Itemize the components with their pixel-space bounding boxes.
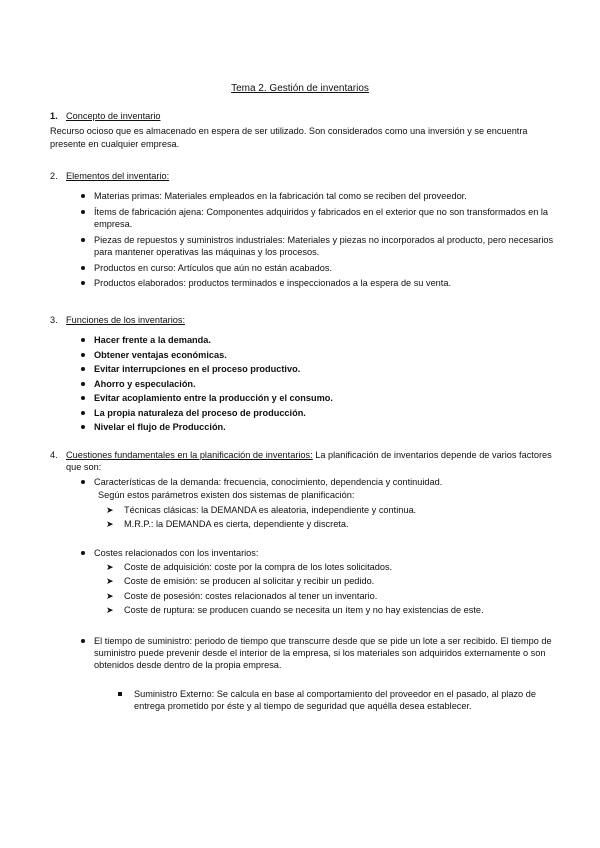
section-number: 1. [50, 111, 58, 121]
list-item: Productos elaborados: productos terminados e inspeccionados a la espera de su venta. [80, 277, 560, 289]
sublist-item-text: Coste de ruptura: se producen cuando se necesita un ítem y no hay existencias de este. [124, 605, 484, 616]
factor-label: Costes relacionados con los inventarios: [94, 547, 259, 558]
sublist-item [106, 604, 560, 616]
section-heading-text [66, 449, 560, 474]
section-elementos [50, 170, 560, 292]
list-item: Ahorro y especulación. [80, 378, 560, 390]
arrow-bullet-icon: ➤ [106, 590, 114, 601]
elementos-list [50, 190, 560, 289]
costes-sublist [94, 561, 560, 617]
sublist-item [106, 518, 560, 530]
factor-note: Según estos parámetros existen dos sistemas de planificación: [98, 490, 355, 501]
factor-label: El tiempo de suministro: periodo de tiempo que transcurre desde que se pide un lote a ser recibido. El tiempo de suministro puede prevenir desde el interior de la empresa, si los materiales son adquiridos externamente o son obtenidos desde dentro de la propia empresa. [94, 635, 552, 671]
section-heading [50, 170, 560, 182]
arrow-bullet-icon: ➤ [106, 576, 114, 587]
list-item: Obtener ventajas económicas. [80, 349, 560, 361]
list-item: Hacer frente a la demanda. [80, 334, 560, 346]
list-item: Productos en curso: Artículos que aún no están acabados. [80, 262, 560, 274]
arrow-bullet-icon: ➤ [106, 605, 114, 616]
section-heading [50, 449, 560, 474]
list-item: Piezas de repuestos y suministros industriales: Materiales y piezas no incorporados al producto, pero necesarios para mantener operativas las máquinas y los procesos. [80, 234, 560, 259]
section-number: 4. [50, 450, 58, 460]
factor-label: Características de la demanda: frecuencia, conocimiento, dependencia y continuidad. [94, 476, 443, 487]
sublist-item-text: Técnicas clásicas: la DEMANDA es aleatoria, independiente y continua. [124, 504, 417, 515]
section-number: 2. [50, 171, 58, 181]
section-paragraph: Recurso ocioso que es almacenado en espera de ser utilizado. Son considerados como una inversión y se encuentra presente en cualquier empresa. [50, 126, 528, 149]
factor-demanda [80, 476, 560, 531]
funciones-list [50, 334, 560, 433]
section-funciones [50, 314, 560, 435]
section-intro: La planificación de inventarios depende de varios factores que son: [66, 450, 552, 473]
section-title: Concepto de inventario [66, 111, 161, 121]
section-number: 3. [50, 315, 58, 325]
sublist-item [106, 575, 560, 587]
suministro-sublist [50, 688, 560, 713]
sublist-item-text: Coste de posesión: costes relacionados al tener un inventario. [124, 590, 378, 601]
list-item: Materias primas: Materiales empleados en la fabricación tal como se reciben del proveedor. [80, 190, 560, 202]
factores-list [50, 476, 560, 672]
arrow-bullet-icon: ➤ [106, 504, 114, 515]
sublist-item: Suministro Externo: Se calcula en base al comportamiento del proveedor en el pasado, al plazo de entrega prometido por éste y al tiempo de seguridad que aquélla desea establecer. [116, 688, 560, 713]
section-title: Elementos del inventario: [66, 171, 170, 181]
demanda-sublist [94, 504, 560, 531]
sublist-item-text: Coste de emisión: se producen al solicitar y recibir un pedido. [124, 576, 375, 587]
sublist-item [106, 504, 560, 516]
section-cuestiones [50, 449, 560, 713]
section-concepto [50, 110, 560, 150]
section-heading [50, 314, 560, 326]
list-item: Evitar acoplamiento entre la producción y el consumo. [80, 392, 560, 404]
list-item: Ítems de fabricación ajena: Componentes adquiridos y fabricados en el exterior que no son transformados en la empresa. [80, 206, 560, 231]
arrow-bullet-icon: ➤ [106, 519, 114, 530]
sublist-item-text: Coste de adquisición: coste por la compra de los lotes solicitados. [124, 561, 393, 572]
section-title: Cuestiones fundamentales en la planificación de inventarios: [66, 450, 313, 460]
sublist-item-text: M.R.P.: la DEMANDA es cierta, dependiente y discreta. [124, 519, 349, 530]
sublist-item [106, 590, 560, 602]
factor-costes [80, 547, 560, 617]
section-title: Funciones de los inventarios: [66, 315, 185, 325]
section-heading [50, 110, 560, 122]
list-item: La propia naturaleza del proceso de producción. [80, 407, 560, 419]
list-item: Nivelar el flujo de Producción. [80, 421, 560, 433]
sublist-item [106, 561, 560, 573]
factor-suministro [80, 635, 560, 672]
list-item: Evitar interrupciones en el proceso productivo. [80, 363, 560, 375]
document-title: Tema 2. Gestión de inventarios [231, 83, 369, 94]
arrow-bullet-icon: ➤ [106, 561, 114, 572]
